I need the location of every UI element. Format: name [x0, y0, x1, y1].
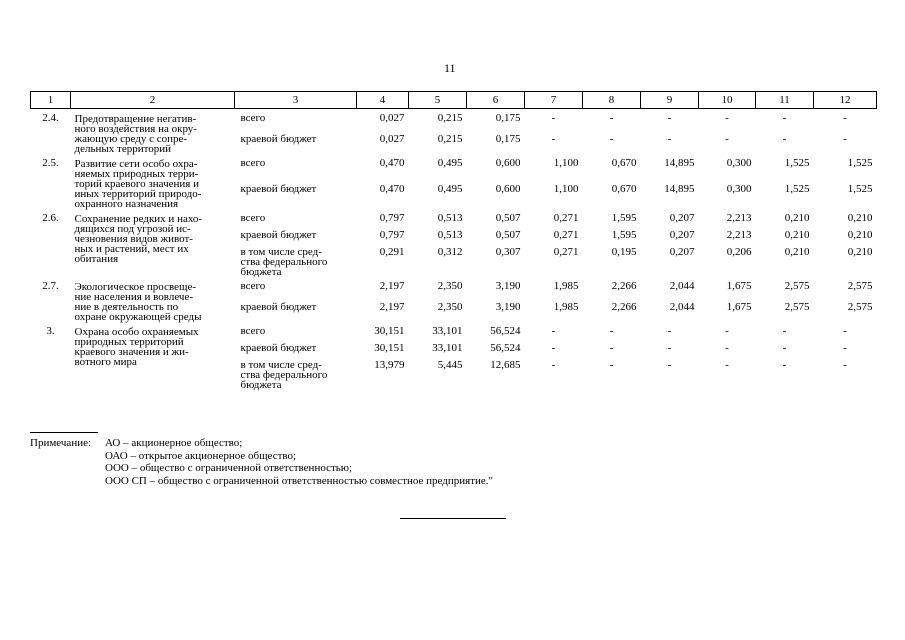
value-cell: 0,291 [379, 246, 405, 258]
value-cell: 30,151 [374, 325, 405, 337]
row-code: 3. [46, 325, 55, 337]
value-cell: 56,524 [490, 342, 521, 354]
value-cell: 0,175 [495, 112, 521, 124]
value-cell: - [609, 132, 614, 145]
value-cell: 1,595 [611, 212, 637, 224]
value-cell: - [782, 132, 787, 145]
row-name: Предотвращение негатив- ного воздействия на окру- жающую среду с сопре- дельных территорий [74, 113, 197, 155]
value-cell: 0,210 [784, 212, 810, 224]
value-cell: 0,215 [437, 112, 463, 124]
column-header: 8 [583, 92, 641, 109]
value-cell: 0,307 [495, 246, 521, 258]
value-cell: 0,670 [611, 157, 637, 169]
funding-source: всего [240, 280, 266, 292]
value-cell: 0,670 [611, 182, 637, 195]
value-cell: 2,350 [437, 300, 463, 313]
table-row [31, 213, 877, 230]
note-label: Примечание: [30, 437, 92, 449]
value-cell: 1,675 [726, 300, 752, 313]
funding-source: в том числе сред- ства федерального бюджета [240, 359, 328, 391]
value-cell: - [551, 325, 556, 337]
value-cell: - [843, 132, 847, 145]
note-block [30, 437, 493, 487]
value-cell: - [725, 132, 729, 145]
value-cell: - [609, 342, 614, 354]
value-cell: 0,495 [437, 182, 463, 195]
value-cell: 0,027 [379, 132, 405, 145]
value-cell: - [782, 112, 787, 124]
value-cell: 1,100 [553, 157, 579, 169]
value-cell: 1,100 [553, 182, 579, 195]
value-cell: 0,271 [553, 212, 579, 224]
value-cell: 0,600 [495, 157, 521, 169]
table-row [31, 281, 877, 302]
value-cell: 2,213 [726, 212, 752, 224]
value-cell: 0,210 [784, 246, 810, 258]
value-cell: - [667, 112, 672, 124]
note-line: ОАО – открытое акционерное общество; [105, 449, 297, 462]
value-cell: 0,300 [726, 157, 752, 169]
value-cell: - [782, 359, 787, 371]
value-cell: 0,470 [379, 182, 405, 195]
value-cell: 1,985 [553, 280, 579, 292]
budget-table [30, 91, 877, 390]
row-name: Охрана особо охраняемых природных территорий краевого значения и жи- вотного мира [74, 326, 199, 368]
value-cell: 0,210 [784, 229, 810, 241]
value-cell: 0,206 [726, 246, 752, 258]
value-cell: 2,350 [437, 280, 463, 292]
value-cell: - [725, 342, 729, 354]
value-cell: - [667, 359, 672, 371]
value-cell: 33,101 [432, 342, 463, 354]
column-header: 5 [409, 92, 467, 109]
value-cell: 1,675 [726, 280, 752, 292]
value-cell: 2,213 [726, 229, 752, 241]
value-cell: 0,271 [553, 246, 579, 258]
column-header: 9 [641, 92, 699, 109]
value-cell: 30,151 [374, 342, 405, 354]
value-cell: - [782, 342, 787, 354]
value-cell: 0,175 [495, 132, 521, 145]
value-cell: - [551, 132, 556, 145]
value-cell: - [609, 112, 614, 124]
table-row [31, 326, 877, 343]
page-number: 11 [444, 61, 456, 75]
value-cell: 0,207 [669, 246, 695, 258]
value-cell: 5,445 [437, 359, 463, 371]
value-cell: 3,190 [495, 280, 521, 292]
funding-source: краевой бюджет [240, 132, 317, 145]
value-cell: 33,101 [432, 325, 463, 337]
column-header: 1 [31, 92, 71, 109]
value-cell: 0,495 [437, 157, 463, 169]
value-cell: - [843, 112, 847, 124]
value-cell: 0,210 [847, 212, 873, 224]
value-cell: - [667, 132, 672, 145]
funding-source: краевой бюджет [240, 229, 317, 241]
value-cell: 0,210 [847, 229, 873, 241]
value-cell: 2,575 [847, 300, 873, 313]
funding-source: краевой бюджет [240, 300, 317, 313]
value-cell: - [843, 359, 847, 371]
value-cell: 0,210 [847, 246, 873, 258]
value-cell: 2,575 [784, 280, 810, 292]
value-cell: - [551, 342, 556, 354]
value-cell: 2,575 [847, 280, 873, 292]
note-separator [30, 432, 98, 433]
value-cell: - [725, 359, 729, 371]
funding-source: в том числе сред- ства федерального бюджета [240, 246, 328, 278]
value-cell: 0,027 [379, 112, 405, 124]
header-row [31, 92, 877, 109]
value-cell: 2,044 [669, 280, 695, 292]
funding-source: всего [240, 157, 266, 169]
column-header: 2 [71, 92, 235, 109]
row-code: 2.5. [42, 157, 59, 169]
funding-source: всего [240, 212, 266, 224]
value-cell: 0,507 [495, 212, 521, 224]
value-cell: 1,525 [847, 157, 873, 169]
value-cell: - [667, 325, 672, 337]
value-cell: 56,524 [490, 325, 521, 337]
column-header: 10 [699, 92, 756, 109]
value-cell: - [551, 359, 556, 371]
row-code: 2.4. [42, 112, 59, 124]
row-code: 2.6. [42, 212, 59, 224]
funding-source: всего [240, 325, 266, 337]
value-cell: - [725, 112, 729, 124]
row-name: Сохранение редких и нахо- дящихся под угрозой ис- чезновения видов живот- ных и растений, мест их обитания [74, 213, 203, 265]
column-header: 7 [525, 92, 583, 109]
value-cell: - [843, 325, 847, 337]
value-cell: - [667, 342, 672, 354]
value-cell: 1,525 [847, 182, 873, 195]
value-cell: 0,507 [495, 229, 521, 241]
column-header: 6 [467, 92, 525, 109]
value-cell: - [843, 342, 847, 354]
row-code: 2.7. [42, 280, 59, 292]
value-cell: 0,271 [553, 229, 579, 241]
value-cell: 2,266 [611, 280, 637, 292]
value-cell: 0,797 [379, 229, 405, 241]
value-cell: 2,044 [669, 300, 695, 313]
table-row [31, 158, 877, 184]
column-header: 3 [235, 92, 357, 109]
column-header: 11 [756, 92, 814, 109]
value-cell: 3,190 [495, 300, 521, 313]
value-cell: 0,513 [437, 229, 463, 241]
value-cell: 0,797 [379, 212, 405, 224]
value-cell: 1,595 [611, 229, 637, 241]
value-cell: - [782, 325, 787, 337]
value-cell: 1,525 [784, 182, 810, 195]
value-cell: 1,525 [784, 157, 810, 169]
row-name: Экологическое просвеще- ние населения и вовлече- ние в деятельность по охране окружающей среды [74, 281, 202, 323]
value-cell: 0,195 [611, 246, 637, 258]
value-cell: 0,215 [437, 132, 463, 145]
funding-source: краевой бюджет [240, 342, 317, 354]
value-cell: 13,979 [374, 359, 405, 371]
note-line: ООО СП – общество с ограниченной ответственностью совместное предприятие." [105, 474, 494, 487]
table-row [31, 113, 877, 134]
funding-source: краевой бюджет [240, 182, 317, 195]
value-cell: 0,300 [726, 182, 752, 195]
value-cell: 0,207 [669, 212, 695, 224]
value-cell: 0,513 [437, 212, 463, 224]
value-cell: 14,895 [664, 182, 695, 195]
note-line: АО – акционерное общество; [105, 437, 243, 449]
value-cell: - [609, 325, 614, 337]
value-cell: 0,600 [495, 182, 521, 195]
value-cell: 2,266 [611, 300, 637, 313]
value-cell: - [725, 325, 729, 337]
value-cell: 12,685 [490, 359, 521, 371]
value-cell: 14,895 [664, 157, 695, 169]
value-cell: 0,207 [669, 229, 695, 241]
value-cell: - [551, 112, 556, 124]
value-cell: - [609, 359, 614, 371]
note-line: ООО – общество с ограниченной ответственностью; [105, 462, 353, 474]
column-header: 12 [814, 92, 877, 109]
value-cell: 2,197 [379, 280, 405, 292]
value-cell: 2,575 [784, 300, 810, 313]
value-cell: 0,312 [437, 246, 463, 258]
column-header: 4 [357, 92, 409, 109]
value-cell: 1,985 [553, 300, 579, 313]
value-cell: 2,197 [379, 300, 405, 313]
funding-source: всего [240, 112, 266, 124]
value-cell: 0,470 [379, 157, 405, 169]
end-separator [400, 518, 506, 519]
row-name: Развитие сети особо охра- няемых природных терри- торий краевого значения и иных территорий природо- охранного назначения [74, 158, 202, 210]
